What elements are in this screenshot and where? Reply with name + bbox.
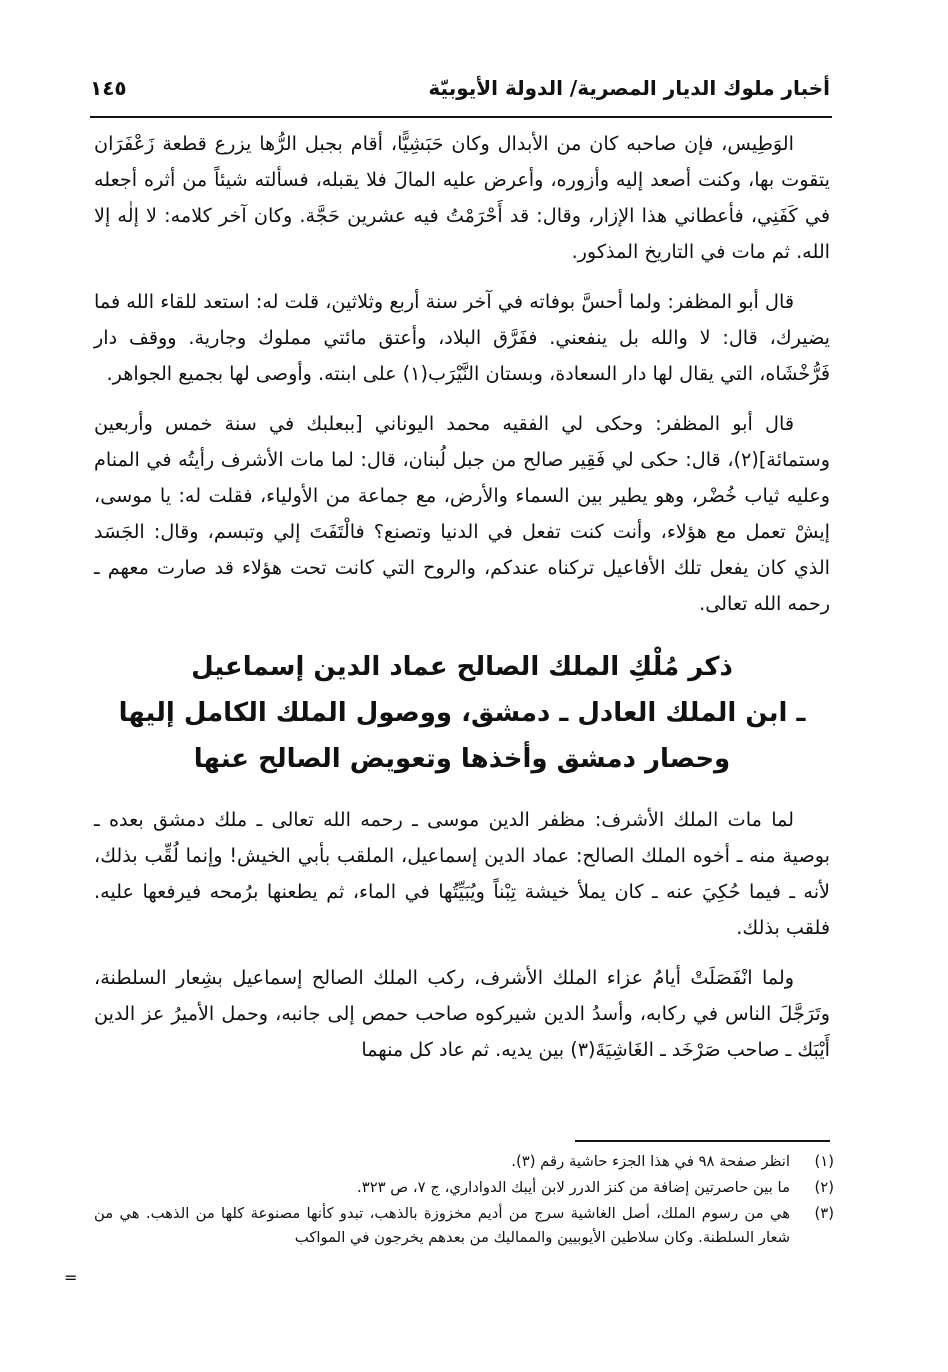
footnote-divider	[575, 1140, 830, 1142]
header-divider	[90, 116, 832, 118]
footnote-number: (٢)	[814, 1179, 834, 1196]
footnote-text: ما بين حاصرتين إضافة من كنز الدرر لابن أيبك الدواداري، ج ٧، ص ٣٢٣.	[357, 1179, 790, 1196]
paragraph: لما مات الملك الأشرف: مظفر الدين موسى ـ رحمه الله تعالى ـ ملك دمشق بعده ـ بوصية منه ـ أخوه الملك الصالح: عماد الدين إسماعيل، الملقب بأبي الخيش! وإنما لُقِّب بذلك، لأنه ـ فيما حُكِيَ عنه ـ كان يملأ خيشة تِبْناً ويُبَيِّتُها في الماء، ثم يطعنها برُمحه فيرفعها عليه. فلقب بذلك.	[94, 808, 830, 939]
footnote-text: هي من رسوم الملك، أصل الغاشية سرج من أديم مخزوزة بالذهب، تبدو كأنها مصنوعة كلها من الذهب. هي من شعار السلطنة. وكان سلاطين الأيوبيين والمماليك من بعدهم يخرجون في المواكب	[94, 1205, 790, 1246]
continuation-mark: =	[64, 1268, 78, 1287]
main-text	[94, 126, 830, 1082]
footnote	[94, 1150, 834, 1174]
paragraph: الوَطِيس، فإن صاحبه كان من الأبدال وكان حَبَشِيًّا، أقام بجبل الرُّها يزرع قطعة زَعْفَرَان يتقوت بها، وكنت أصعد إليه وأزوره، وأعرض عليه المالَ فلا يقبله، فسألته شيئاً من أثره أجعله في كَفَنِي، فأعطاني هذا الإزار، وقال: قد أَحْرَمْتُ فيه عشرين حَجَّة. وكان آخر كلامه: لا إلٰه إلا الله. ثم مات في التاريخ المذكور.	[94, 132, 830, 263]
paragraph: ولما انْفَصَلَتْ أيامُ عزاء الملك الأشرف، ركب الملك الصالح إسماعيل بشِعار السلطنة، وتَرَجَّلَ الناس في ركابه، وأسدُ الدين شيركوه صاحب حمص إلى جانبه، وحمل الأميرُ عز الدين أَيْبَك ـ صاحب صَرْخَد ـ الغَاشِيَةَ(٣) بين يديه. ثم عاد كل منهما	[94, 966, 830, 1061]
page-number: ١٤٥	[90, 76, 127, 100]
footnote	[94, 1202, 834, 1250]
paragraph: قال أبو المظفر: ولما أحسَّ بوفاته في آخر سنة أربع وثلاثين، قلت له: استعد للقاء الله فما يضيرك، قال: لا والله بل ينفعني. ففَرَّق البلاد، وأعتق مائتي مملوك وجارية. ووقف دار فَرُّخْشَاه، التي يقال لها دار السعادة، وبستان النَّيْرَب(١) على ابنته. وأوصى لها بجميع الجواهر.	[94, 290, 830, 385]
heading-line: ذكر مُلْكِ الملك الصالح عماد الدين إسماعيل	[191, 652, 733, 682]
paragraph: قال أبو المظفر: وحكى لي الفقيه محمد اليوناني [ببعلبك في سنة خمس وأربعين وستمائة](٢)، قال: حكى لي فَقِير صالح من جبل لُبنان، قال: لما مات الأشرف رأيتُه في المنام وعليه ثياب خُضْر، وهو يطير بين السماء والأرض، مع جماعة من الأولياء، فقلت له: يا موسى، إيشْ تعمل مع هؤلاء، وأنت كنت تفعل في الدنيا وتصنع؟ فالْتَفَتَ إلي وتبسم، وقال: الجَسَد الذي كان يفعل تلك الأفاعيل تركناه عندكم، والروح التي كانت تحت هؤلاء قد صارت معهم ـ رحمه الله تعالى.	[94, 412, 830, 615]
section-heading	[94, 644, 830, 782]
footnote-text: انظر صفحة ٩٨ في هذا الجزء حاشية رقم (٣).	[511, 1153, 790, 1170]
footnotes	[94, 1150, 834, 1252]
running-title: أخبار ملوك الديار المصرية/ الدولة الأيوبيّة	[428, 76, 830, 100]
footnote-number: (١)	[814, 1153, 834, 1170]
heading-line: وحصار دمشق وأخذها وتعويض الصالح عنها	[193, 744, 731, 774]
heading-line: ـ ابن الملك العادل ـ دمشق، ووصول الملك الكامل إليها	[118, 698, 806, 728]
running-header	[90, 76, 830, 106]
footnote-number: (٣)	[814, 1205, 834, 1222]
footnote	[94, 1176, 834, 1200]
